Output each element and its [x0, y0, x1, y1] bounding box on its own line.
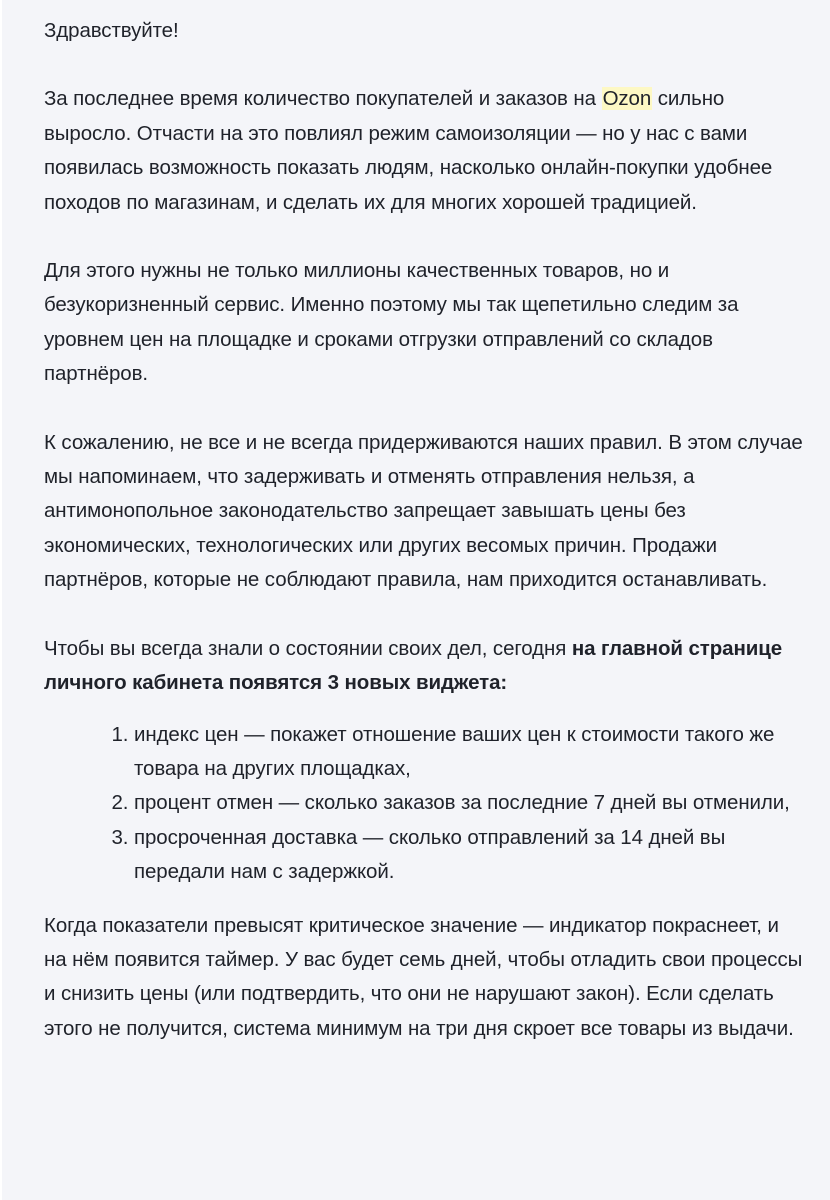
paragraph-consequences: Когда показатели превысят критическое значение — индикатор покраснеет, и на нём появится таймер. У вас будет семь дней, чтобы отладить свои процессы и снизить цены (или подтвердить, что они не нарушают закон). Если сделать этого не получится, система минимум на три дня скроет все товары из выдачи.: [44, 913, 803, 1040]
paragraph-rules: К сожалению, не все и не всегда придерживаются наших правил. В этом случае мы напоминаем, что задерживать и отменять отправления нельзя, а антимонопольное законодательство запрещает завышать цены без экономических, технологических или других весомых причин. Продажи партнёров, которые не соблюдают правила, нам приходится останавливать.: [44, 430, 803, 592]
list-item-cancel-rate: 2. процент отмен — сколько заказов за последние 7 дней вы отменили,: [134, 786, 804, 820]
paragraph-growth-text-start: За последнее время количество покупателей и заказов на: [44, 87, 602, 111]
list-item-late-delivery: 3. просроченная доставка — сколько отправлений за 14 дней вы передали нам с задержкой.: [134, 821, 804, 890]
paragraph-service: Для этого нужны не только миллионы качественных товаров, но и безукоризненный сервис. Именно поэтому мы так щепетильно следим за уровнем цен на площадке и сроками отгрузки отправлений со складов партнёров.: [44, 259, 739, 386]
widgets-intro-bold: на главной странице личного кабинета появятся 3 новых виджета:: [44, 636, 783, 695]
widgets-list: [44, 718, 804, 890]
email-body: [44, 14, 804, 1080]
greeting: Здравствуйте!: [44, 19, 179, 42]
list-item-price-index: 1. индекс цен — покажет отношение ваших цен к стоимости такого же товара на других площадках,: [134, 718, 804, 787]
paragraph-growth-text-end: сильно выросло. Отчасти на это повлиял режим самоизоляции — но у нас с вами появилась возможность показать людям, насколько онлайн-покупки удобнее походов по магазинам, и сделать их для многих хорошей традицией.: [44, 87, 773, 214]
paragraph-growth: [44, 82, 804, 220]
ozon-highlight: Ozon: [602, 87, 652, 111]
left-edge-divider: [0, 0, 2, 1200]
widgets-intro-text: Чтобы вы всегда знали о состоянии своих дел, сегодня: [44, 636, 572, 660]
paragraph-widgets-intro: [44, 632, 804, 701]
